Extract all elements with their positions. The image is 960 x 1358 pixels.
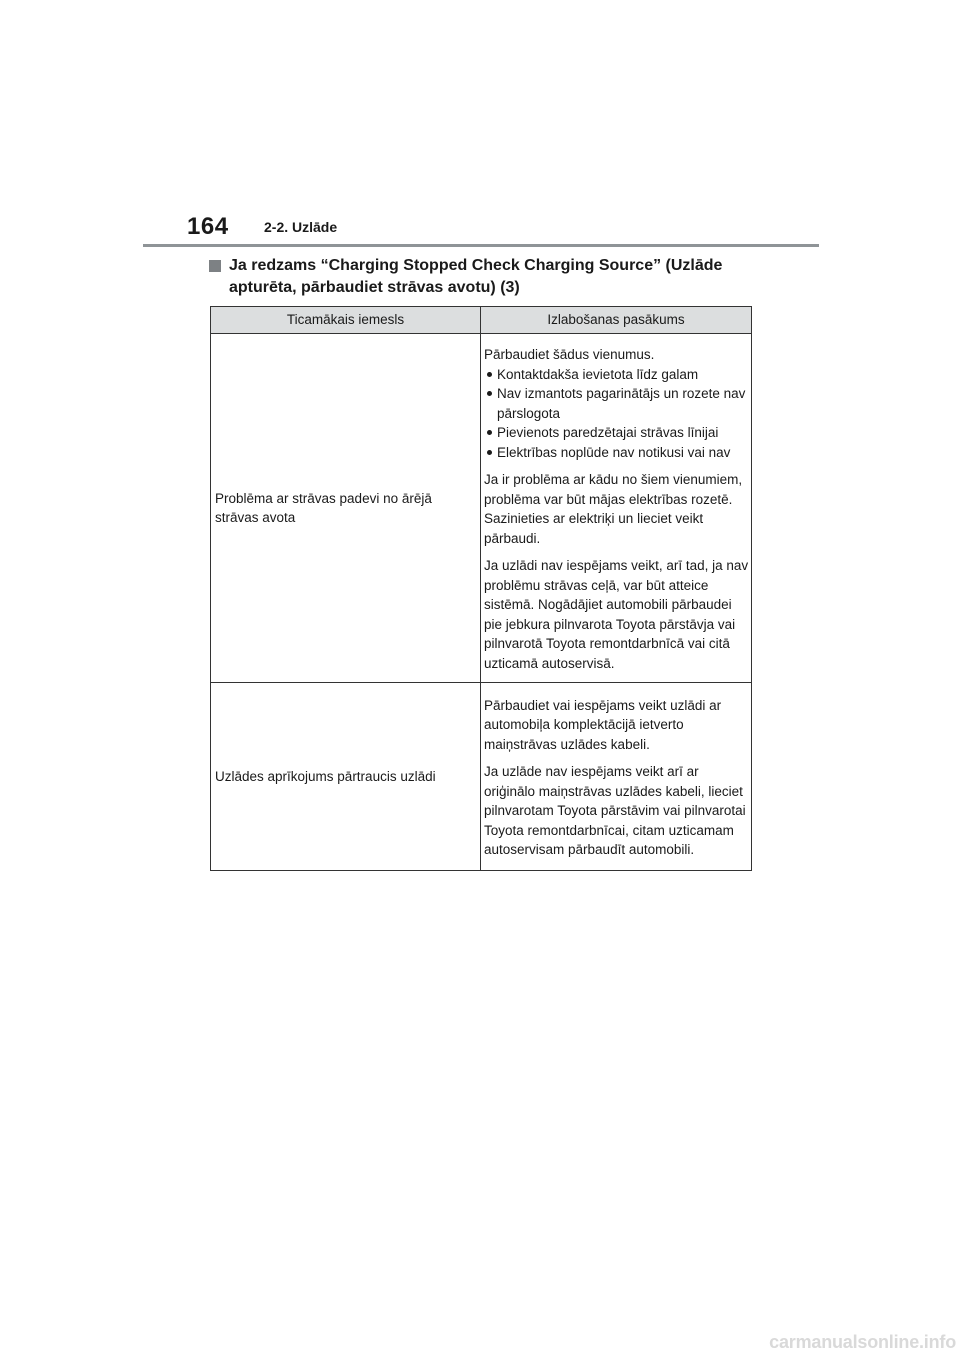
remedy-cell [481, 683, 752, 871]
remedy-paragraph: Ja uzlāde nav iespējams veikt arī ar oriģinālo maiņstrāvas uzlādes kabeli, lieciet pilnvarotam Toyota pārstāvim vai pilnvarotai Toyota remontdarbnīcai, citam uzticamam autoservisam pārbaudīt automobili. [484, 764, 746, 857]
section-title: 2-2. Uzlāde [264, 219, 338, 235]
page-number: 164 [187, 213, 229, 240]
remedy-paragraph: Pārbaudiet vai iespējams veikt uzlādi ar automobiļa komplektācijā ietverto maiņstrāvas uzlādes kabeli. [484, 697, 722, 752]
watermark: carmanualsonline.info [769, 1332, 956, 1352]
remedy-paragraph: Ja ir problēma ar kādu no šiem vienumiem, problēma var būt mājas elektrības rozetē. Sazinieties ar elektriķi un lieciet veikt pārbaudi. [484, 472, 743, 546]
troubleshooting-table [210, 306, 752, 871]
column-header-remedy: Izlabošanas pasākums [481, 307, 752, 334]
heading-line-1: Ja redzams “Charging Stopped Check Charging Source” (Uzlāde [229, 257, 723, 274]
list-item: Kontaktdakša ievietota līdz galam [484, 365, 749, 385]
check-list [484, 365, 749, 463]
table-header-row [211, 307, 752, 334]
header-divider [143, 244, 819, 247]
square-bullet-icon [209, 260, 221, 272]
cause-cell: Uzlādes aprīkojums pārtraucis uzlādi [211, 683, 481, 871]
column-header-cause: Ticamākais iemesls [211, 307, 481, 334]
heading-line-2: apturēta, pārbaudiet strāvas avotu) (3) [229, 279, 520, 296]
list-item: Nav izmantots pagarinātājs un rozete nav pārslogota [484, 384, 749, 423]
section-heading [209, 255, 769, 299]
table-row [211, 334, 752, 683]
remedy-paragraph: Ja uzlādi nav iespējams veikt, arī tad, ja nav problēmu strāvas ceļā, var būt atteice sistēmā. Nogādājiet automobili pārbaudei pie jebkura pilnvarota Toyota pārstāvja vai pilnvarotā Toyota remontdarbnīcā vai citā uzticamā autoservisā. [484, 558, 749, 671]
remedy-intro: Pārbaudiet šādus vienumus. [484, 347, 655, 362]
list-item: Pievienots paredzētajai strāvas līnijai [484, 423, 749, 443]
remedy-cell [481, 334, 752, 683]
cause-cell: Problēma ar strāvas padevi no ārējā strāvas avota [211, 334, 481, 683]
table-row [211, 683, 752, 871]
list-item: Elektrības noplūde nav notikusi vai nav [484, 443, 749, 463]
